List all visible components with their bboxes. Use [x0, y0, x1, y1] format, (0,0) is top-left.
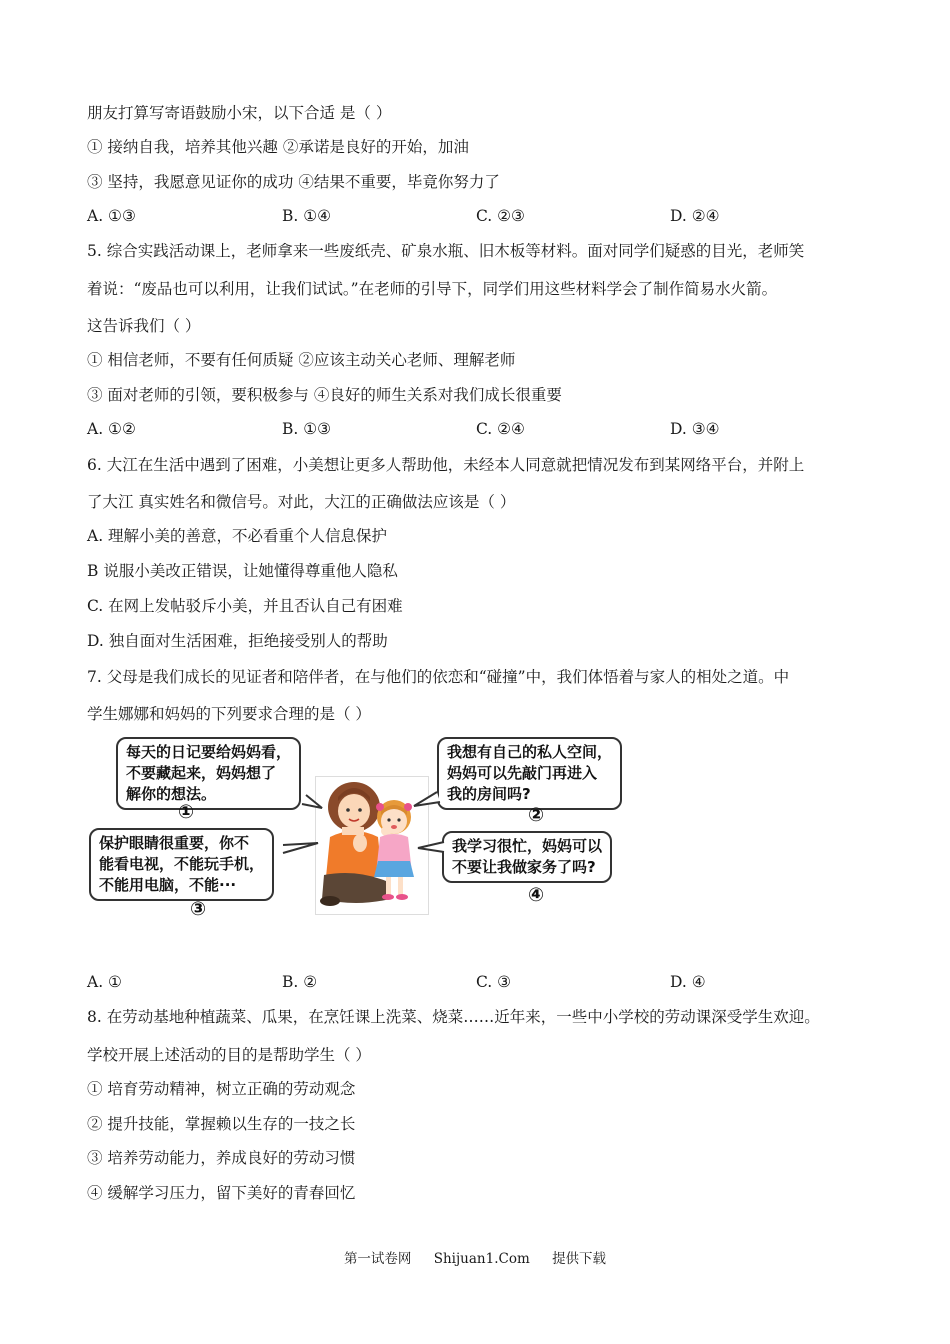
q8-item3: ③ 培养劳动能力，养成良好的劳动习惯 — [87, 1149, 356, 1167]
q7-line2: 学生娜娜和妈妈的下列要求合理的是（ ） — [87, 705, 371, 723]
speech-bubble-4: 我学习很忙，妈妈可以 不要让我做家务了吗? — [442, 831, 612, 883]
q7-option-b: B. ② — [282, 973, 318, 991]
q7-option-d: D. ④ — [670, 973, 706, 991]
bubble-4-number: ④ — [528, 884, 545, 906]
q6-line2: 了大江 真实姓名和微信号。对此，大江的正确做法应该是（ ） — [87, 493, 516, 511]
page-footer — [0, 1247, 950, 1267]
speech-bubble-1: 每天的日记要给妈妈看， 不要藏起来，妈妈想了 解你的想法。 — [116, 737, 301, 810]
bubble-3-number: ③ — [190, 898, 207, 920]
bubble-1-number: ① — [178, 801, 195, 823]
q8-item4: ④ 缓解学习压力，留下美好的青春回忆 — [87, 1184, 356, 1202]
q6-option-c: C. 在网上发帖驳斥小美，并且否认自己有困难 — [87, 597, 403, 615]
q7-option-c: C. ③ — [476, 973, 512, 991]
q4-stem: 朋友打算写寄语鼓励小宋，以下合适 是（ ） — [87, 104, 392, 122]
q4-option-a: A. ①③ — [87, 207, 136, 225]
q8-item1: ① 培育劳动精神，树立正确的劳动观念 — [87, 1080, 356, 1098]
q6-option-d: D. 独自面对生活困难，拒绝接受别人的帮助 — [87, 632, 388, 650]
q8-line2: 学校开展上述活动的目的是帮助学生（ ） — [87, 1046, 371, 1064]
speech-bubble-3: 保护眼睛很重要，你不 能看电视，不能玩手机， 不能用电脑，不能··· — [89, 828, 274, 901]
footer-site-name: 第一试卷网 — [343, 1251, 412, 1267]
q6-option-b: B 说服小美改正错误，让她懂得尊重他人隐私 — [87, 562, 398, 580]
q5-item2: ③ 面对老师的引领，要积极参与 ④良好的师生关系对我们成长很重要 — [87, 386, 562, 404]
speech-bubble-2: 我想有自己的私人空间， 妈妈可以先敲门再进入 我的房间吗? — [437, 737, 622, 810]
q5-option-c: C. ②④ — [476, 420, 525, 438]
q4-item2: ③ 坚持，我愿意见证你的成功 ④结果不重要，毕竟你努力了 — [87, 173, 500, 191]
q5-option-d: D. ③④ — [670, 420, 720, 438]
q5-option-b: B. ①③ — [282, 420, 332, 438]
q6-option-a: A. 理解小美的善意，不必看重个人信息保护 — [87, 527, 388, 545]
q4-item1: ① 接纳自我，培养其他兴趣 ②承诺是良好的开始，加油 — [87, 138, 469, 156]
q7-option-a: A. ① — [87, 973, 122, 991]
footer-site-url: Shijuan1.Com — [433, 1251, 530, 1267]
bubble-2-number: ② — [528, 804, 545, 826]
q8-item2: ② 提升技能，掌握赖以生存的一技之长 — [87, 1115, 356, 1133]
q7-line1: 7. 父母是我们成长的见证者和陪伴者，在与他们的依恋和“碰撞”中，我们体悟着与家人的相处之道。中 — [87, 668, 790, 686]
q5-line2: 着说：“废品也可以利用，让我们试试。”在老师的引导下，同学们用这些材料学会了制作简易水火箭。 — [87, 280, 778, 298]
q4-option-c: C. ②③ — [476, 207, 525, 225]
q5-item1: ① 相信老师，不要有任何质疑 ②应该主动关心老师、理解老师 — [87, 351, 516, 369]
q5-line1: 5. 综合实践活动课上，老师拿来一些废纸壳、矿泉水瓶、旧木板等材料。面对同学们疑惑的目光，老师笑 — [87, 242, 805, 260]
q8-line1: 8. 在劳动基地种植蔬菜、瓜果，在烹饪课上洗菜、烧菜……近年来，一些中小学校的劳动课深受学生欢迎。 — [87, 1008, 820, 1026]
q5-line3: 这告诉我们（ ） — [87, 317, 201, 335]
q4-option-d: D. ②④ — [670, 207, 720, 225]
q6-line1: 6. 大江在生活中遇到了困难，小美想让更多人帮助他，未经本人同意就把情况发布到某网络平台，并附上 — [87, 456, 805, 474]
footer-download-note: 提供下载 — [552, 1251, 607, 1267]
q4-option-b: B. ①④ — [282, 207, 332, 225]
q5-option-a: A. ①② — [87, 420, 136, 438]
